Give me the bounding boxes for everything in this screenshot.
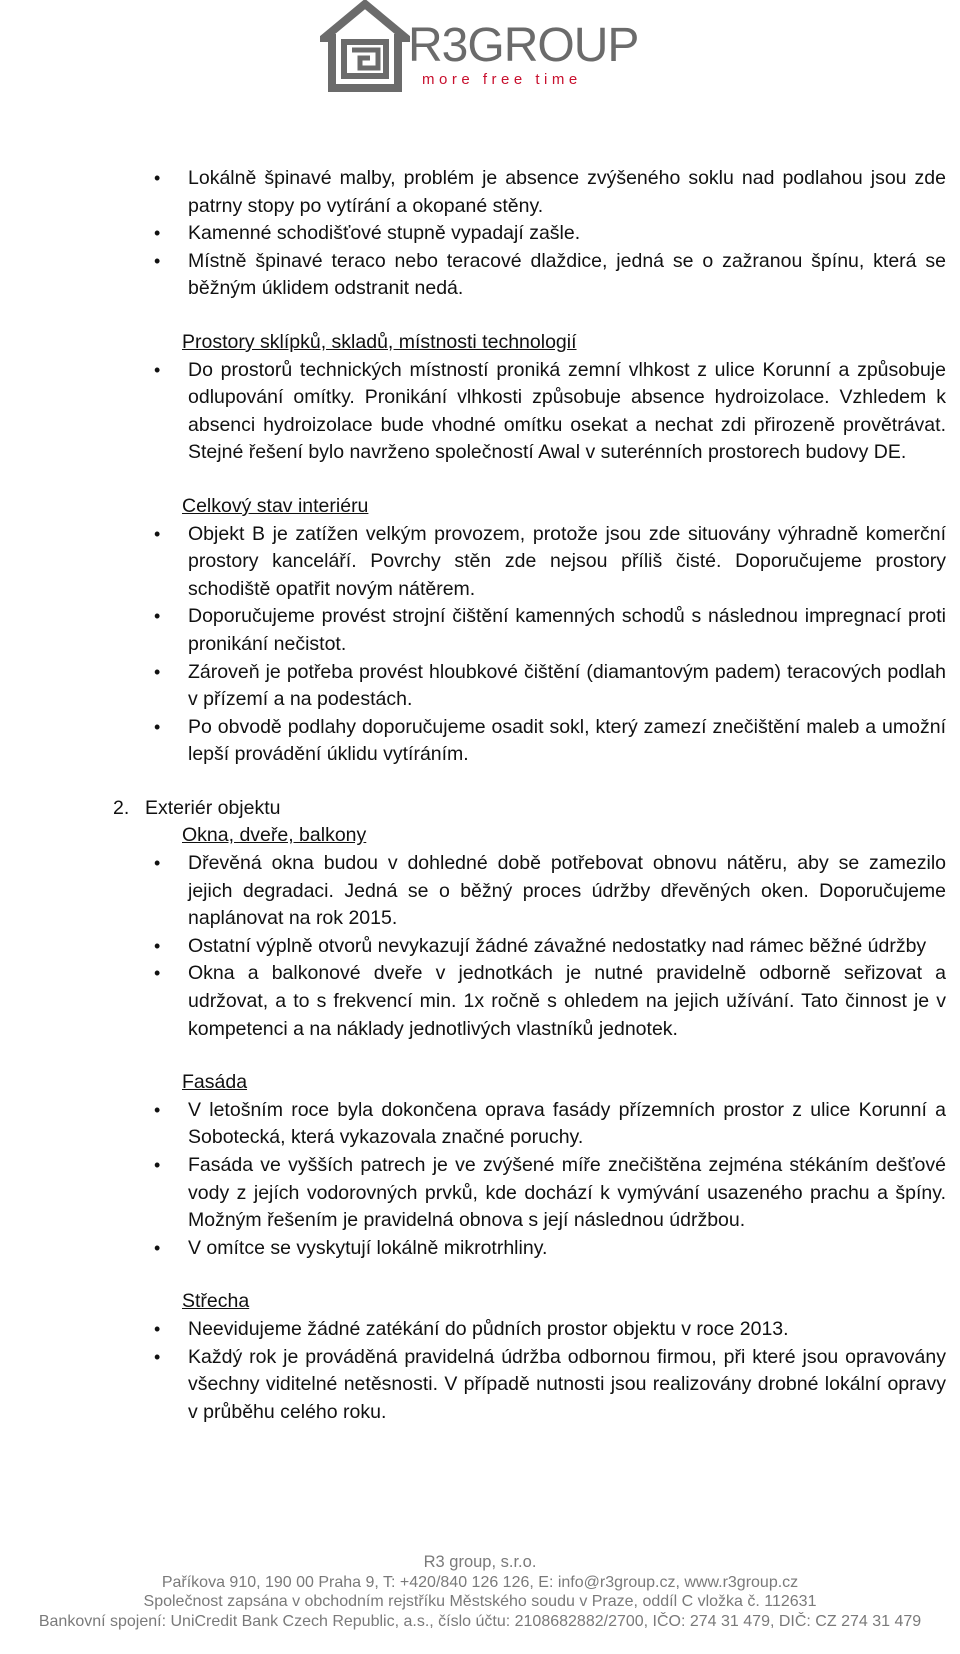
- list-item: • Lokálně špinavé malby, problém je absence zvýšeného soklu nad podlahou jsou zde patrny stopy po vytírání a okopané stěny.: [188, 165, 946, 220]
- logo-name: R3GROUP: [408, 19, 639, 72]
- subheading-windows-doors: Okna, dveře, balkony: [182, 824, 367, 847]
- list-item: • Po obvodě podlahy doporučujeme osadit sokl, který zamezí znečištění maleb a umožní lepší provádění úklidu vytíráním.: [188, 714, 946, 769]
- list-item: • V letošním roce byla dokončena oprava fasády přízemních prostor z ulice Korunní a Sobotecká, která vykazovala značné poruchy.: [188, 1097, 946, 1152]
- bullet-list-interior-condition: [0, 521, 960, 769]
- list-item: • Dřevěná okna budou v dohledné době potřebovat obnovu nátěru, aby se zamezilo jejich degradaci. Jedná se o běžný proces údržby dřevěných oken. Doporučujeme naplánovat na rok 2015.: [188, 850, 946, 933]
- footer-bank: Bankovní spojení: UniCredit Bank Czech Republic, a.s., číslo účtu: 2108682882/2700, IČO: 274 31 479, DIČ: CZ 274 31 479: [38, 1612, 922, 1630]
- list-item: • Do prostorů technických místností proniká zemní vlhkost z ulice Korunní a způsobuje odlupování omítky. Pronikání vlhkosti způsobuje absence hydroizolace. Vzhledem k absenci hydroizolace bude vhodné omítku osekat a nechat zdi přirozeně provětrávat. Stejné řešení bylo navrženo společností Awal v suterénních prostorech budovy DE.: [188, 357, 946, 467]
- subheading-roof: Střecha: [182, 1290, 250, 1313]
- subheading-storage-rooms: Prostory sklípků, skladů, místnosti technologií: [182, 330, 577, 353]
- section-title: Exteriér objektu: [145, 796, 281, 819]
- list-item: • Místně špinavé teraco nebo teracové dlaždice, jedná se o zažranou špínu, která se běžným úklidem odstranit nedá.: [188, 248, 946, 303]
- section-number: 2.: [113, 796, 130, 819]
- bullet-list-roof: [0, 1316, 960, 1426]
- house-logo-icon: [320, 0, 410, 92]
- logo-tagline: more free time: [422, 71, 582, 88]
- bullet-list-storage-rooms: [0, 357, 960, 467]
- company-logo: [320, 0, 639, 92]
- list-item: • Doporučujeme provést strojní čištění kamenných schodů s následnou impregnací proti pronikání nečistot.: [188, 603, 946, 658]
- section-heading-exterior: [113, 795, 960, 823]
- list-item: • Okna a balkonové dveře v jednotkách je nutné pravidelně odborně seřizovat a udržovat, a to s frekvencí min. 1x ročně s ohledem na jejich užívání. Tato činnost je v kompetenci a na náklady jednotlivých vlastníků jednotek.: [188, 960, 946, 1043]
- subheading-facade: Fasáda: [182, 1071, 248, 1094]
- page-footer: [0, 1553, 960, 1631]
- list-item: • Neevidujeme žádné zatékání do půdních prostor objektu v roce 2013.: [188, 1316, 946, 1344]
- document-body: [0, 165, 960, 1426]
- list-item: • Ostatní výplně otvorů nevykazují žádné závažné nedostatky nad rámec běžné údržby: [188, 933, 946, 961]
- list-item: • Každý rok je prováděná pravidelná údržba odbornou firmou, při které jsou opravovány všechny viditelné netěsnosti. V případě nutnosti jsou realizovány drobné lokální opravy v průběhu celého roku.: [188, 1344, 946, 1427]
- list-item: • Objekt B je zatížen velkým provozem, protože jsou zde situovány výhradně komerční prostory kanceláří. Povrchy stěn zde nejsou příliš čisté. Doporučujeme prostory schodiště opatřit novým nátěrem.: [188, 521, 946, 604]
- footer-registry: Společnost zapsána v obchodním rejstříku Městského soudu v Praze, oddíl C vložka č. 112631: [143, 1593, 817, 1610]
- footer-company: R3 group, s.r.o.: [423, 1553, 537, 1571]
- bullet-list-windows-doors: [0, 850, 960, 1043]
- bullet-list-interior-issues: [0, 165, 960, 303]
- list-item: • Fasáda ve vyšších patrech je ve zvýšené míře znečištěna zejména stékáním dešťové vody z jejích vodorovných prvků, kde dochází k vymývání usazeného prachu a špíny. Možným řešením je pravidelná obnova s její následnou údržbou.: [188, 1152, 946, 1235]
- footer-address: Paříkova 910, 190 00 Praha 9, T: +420/840 126 126, E: info@r3group.cz, www.r3group.cz: [161, 1573, 799, 1591]
- bullet-list-facade: [0, 1097, 960, 1263]
- subheading-interior-condition: Celkový stav interiéru: [182, 494, 369, 517]
- list-item: • V omítce se vyskytují lokálně mikrotrhliny.: [188, 1235, 946, 1263]
- list-item: • Kamenné schodišťové stupně vypadají zašle.: [188, 220, 946, 248]
- list-item: • Zároveň je potřeba provést hloubkové čištění (diamantovým padem) teracových podlah v přízemí a na podestách.: [188, 659, 946, 714]
